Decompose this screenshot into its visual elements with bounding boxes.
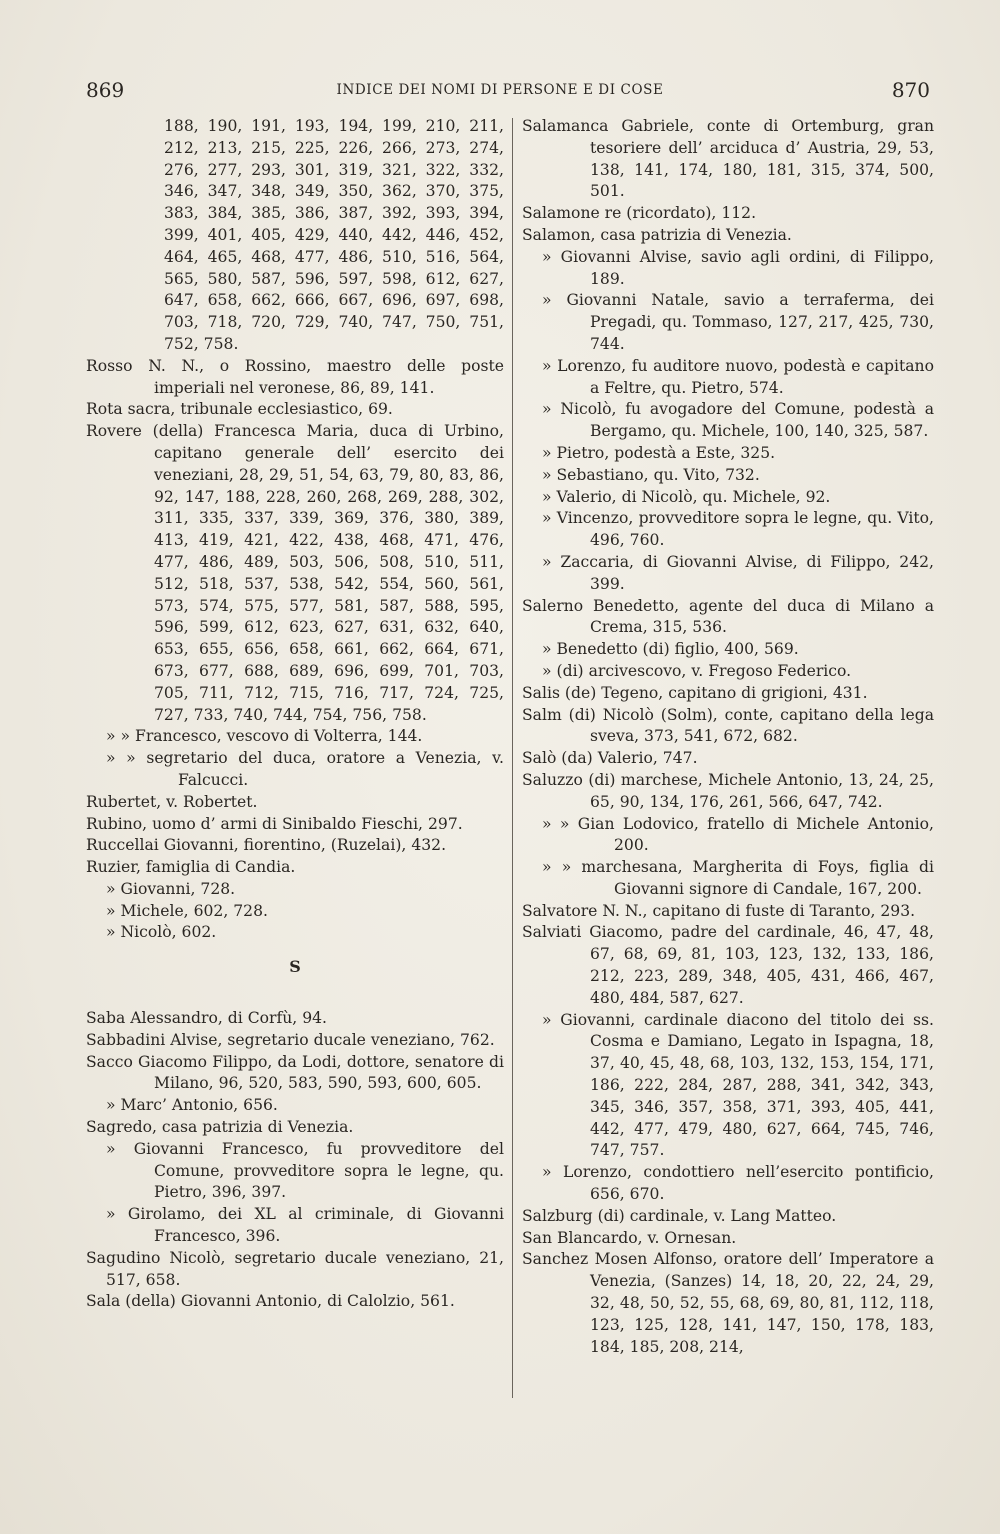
index-entry: Salamon, casa patrizia di Venezia. [522, 225, 792, 244]
index-entry: San Blancardo, v. Ornesan. [522, 1228, 737, 1247]
page-number-left: 869 [86, 78, 125, 102]
index-entry: » » segretario del duca, oratore a Venezia, v. Falcucci. [106, 749, 504, 789]
page-number-right: 870 [891, 78, 930, 102]
index-entry: Salvatore N. N., capitano di fuste di Taranto, 293. [522, 901, 916, 920]
index-entry: » Pietro, podestà a Este, 325. [542, 443, 776, 462]
index-entry: Sanchez Mosen Alfonso, oratore dell’ Imperatore a Venezia, (Sanzes) 14, 18, 20, 22, 24, 29, 32, 48, 50, 52, 55, 68, 69, 80, 81, 112, 118, 123, 125, 128, 141, 147, 150, 178, 183, 184, 185, 208, 214, [522, 1250, 934, 1356]
index-entry: » » Francesco, vescovo di Volterra, 144. [106, 727, 423, 746]
index-entry: Salamanca Gabriele, conte di Ortemburg, gran tesoriere dell’ arciduca d’ Austria, 29, 53, 138, 141, 174, 180, 181, 315, 374, 500, 501. [522, 117, 934, 201]
index-entry: Rubertet, v. Robertet. [86, 792, 258, 811]
index-entry: » Giovanni, 728. [106, 879, 236, 898]
index-entry: » Sebastiano, qu. Vito, 732. [542, 465, 760, 484]
index-entry: Ruzier, famiglia di Candia. [86, 858, 296, 877]
index-entry: » Nicolò, 602. [106, 923, 217, 942]
index-entry: » Giovanni, cardinale diacono del titolo dei ss. Cosma e Damiano, Legato in Ispagna, 18, 37, 40, 45, 48, 68, 103, 132, 153, 154, 171, 186, 222, 284, 287, 288, 341, 342, 343, 345, 346, 357, 358, 371, 393, 405, 441, 442, 477, 479, 480, 627, 664, 745, 746, 747, 757. [542, 1010, 934, 1160]
index-entry: Salm (di) Nicolò (Solm), conte, capitano della lega sveva, 373, 541, 672, 682. [522, 705, 934, 746]
index-entry: Salerno Benedetto, agente del duca di Milano a Crema, 315, 536. [522, 596, 934, 637]
index-entry: Sabbadini Alvise, segretario ducale veneziano, 762. [86, 1030, 495, 1049]
index-entry: 188, 190, 191, 193, 194, 199, 210, 211, 212, 213, 215, 225, 226, 266, 273, 274, 276, 277, 293, 301, 319, 321, 322, 332, 346, 347, 348, 349, 350, 362, 370, 375, 383, 384, 385, 386, 387, 392, 393, 394, 399, 401, 405, 429, 440, 442, 446, 452, 464, 465, 468, 477, 486, 510, 516, 564, 565, 580, 587, 596, 597, 598, 612, 627, 647, 658, 662, 666, 667, 696, 697, 698, 703, 718, 720, 729, 740, 747, 750, 751, 752, 758. [164, 117, 504, 353]
index-entry: Salamone re (ricordato), 112. [522, 204, 757, 223]
index-entry: Salis (de) Tegeno, capitano di grigioni, 431. [522, 683, 868, 702]
index-entry: » » Gian Lodovico, fratello di Michele Antonio, 200. [542, 814, 934, 855]
index-entry: Ruccellai Giovanni, fiorentino, (Ruzelai), 432. [86, 836, 447, 855]
index-entry: » Giovanni Natale, savio a terraferma, dei Pregadi, qu. Tommaso, 127, 217, 425, 730, 744. [542, 291, 934, 353]
index-entry: » (di) arcivescovo, v. Fregoso Federico. [542, 661, 852, 680]
index-entry: » Giovanni Alvise, savio agli ordini, di Filippo, 189. [542, 247, 934, 288]
column-divider [512, 118, 513, 1398]
index-entry: » Giovanni Francesco, fu provveditore del Comune, provveditore sopra le legne, qu. Pietro, 396, 397. [106, 1139, 504, 1202]
index-entry: Sagudino Nicolò, segretario ducale veneziano, 21, 517, 658. [86, 1248, 504, 1289]
index-entry: Sala (della) Giovanni Antonio, di Calolzio, 561. [86, 1292, 455, 1311]
left-column [86, 116, 504, 1313]
index-entry: » Lorenzo, fu auditore nuovo, podestà e capitano a Feltre, qu. Pietro, 574. [542, 356, 934, 397]
section-letter: S [289, 957, 301, 977]
index-entry: Salzburg (di) cardinale, v. Lang Matteo. [522, 1206, 837, 1225]
index-entry: » Michele, 602, 728. [106, 901, 268, 920]
index-entry: » Valerio, di Nicolò, qu. Michele, 92. [542, 487, 831, 506]
index-entry: Rota sacra, tribunale ecclesiastico, 69. [86, 400, 393, 419]
index-entry: » Zaccaria, di Giovanni Alvise, di Filippo, 242, 399. [542, 552, 934, 593]
index-entry: » Lorenzo, condottiero nell’esercito pontificio, 656, 670. [542, 1163, 934, 1204]
index-entry: » Marc’ Antonio, 656. [106, 1096, 278, 1115]
index-entry: » Vincenzo, provveditore sopra le legne, qu. Vito, 496, 760. [542, 509, 934, 550]
index-entry: » » marchesana, Margherita di Foys, figlia di Giovanni signore di Candale, 167, 200. [542, 858, 934, 898]
index-entry: Sacco Giacomo Filippo, da Lodi, dottore, senatore di Milano, 96, 520, 583, 590, 593, 600, 605. [86, 1052, 504, 1093]
index-entry: » Benedetto (di) figlio, 400, 569. [542, 640, 799, 659]
index-entry: » Girolamo, dei XL al criminale, di Giovanni Francesco, 396. [106, 1205, 504, 1246]
index-entry: Rubino, uomo d’ armi di Sinibaldo Fieschi, 297. [86, 814, 463, 833]
index-entry: Salviati Giacomo, padre del cardinale, 46, 47, 48, 67, 68, 69, 81, 103, 123, 132, 133, 186, 212, 223, 289, 348, 405, 431, 466, 467, 480, 484, 587, 627. [522, 923, 934, 1007]
index-entry: Rosso N. N., o Rossino, maestro delle poste imperiali nel veronese, 86, 89, 141. [86, 356, 504, 397]
index-entry: Sagredo, casa patrizia di Venezia. [86, 1118, 354, 1137]
index-entry: Salò (da) Valerio, 747. [522, 749, 698, 768]
index-entry: Saluzzo (di) marchese, Michele Antonio, 13, 24, 25, 65, 90, 134, 176, 261, 566, 647, 742. [522, 770, 934, 811]
index-entry: Rovere (della) Francesca Maria, duca di Urbino, capitano generale dell’ esercito dei veneziani, 28, 29, 51, 54, 63, 79, 80, 83, 86, 92, 147, 188, 228, 260, 268, 269, 288, 302, 311, 335, 337, 339, 369, 376, 380, 389, 413, 419, 421, 422, 438, 468, 471, 476, 477, 486, 489, 503, 506, 508, 510, 511, 512, 518, 537, 538, 542, 554, 560, 561, 573, 574, 575, 577, 581, 587, 588, 595, 596, 599, 612, 623, 627, 631, 632, 640, 653, 655, 656, 658, 661, 662, 664, 671, 673, 677, 688, 689, 696, 699, 701, 703, 705, 711, 712, 715, 716, 717, 724, 725, 727, 733, 740, 744, 754, 756, 758. [86, 422, 504, 724]
running-title: INDICE DEI NOMI DI PERSONE E DI COSE [336, 82, 664, 98]
index-entry: » Nicolò, fu avogadore del Comune, podestà a Bergamo, qu. Michele, 100, 140, 325, 587. [542, 400, 934, 441]
page-header [0, 74, 1000, 104]
index-entry: Saba Alessandro, di Corfù, 94. [86, 1009, 328, 1028]
right-column [522, 116, 934, 1358]
